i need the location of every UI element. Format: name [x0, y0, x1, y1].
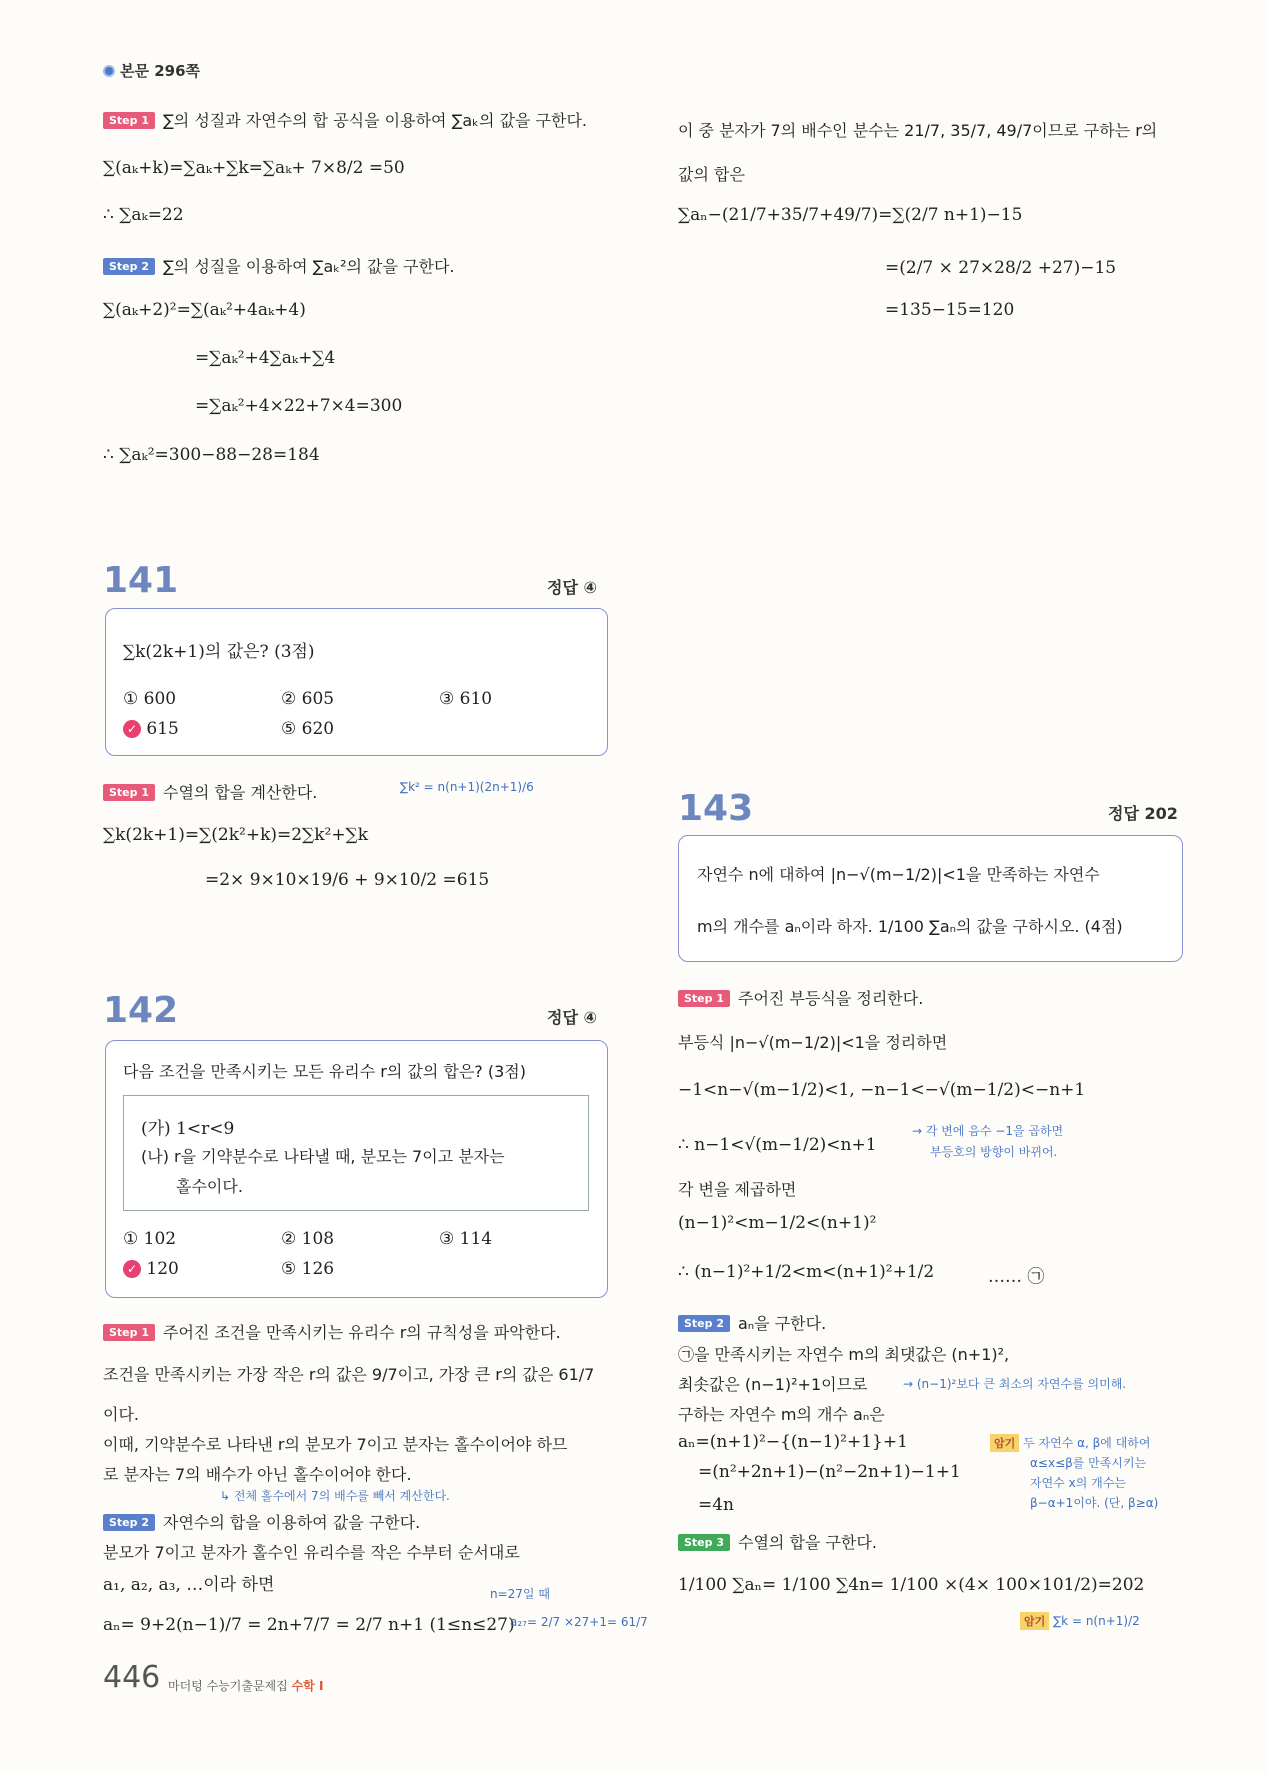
- problem-number: 143: [678, 788, 754, 829]
- tip-note: 암기 ∑k = n(n+1)/2: [1020, 1612, 1140, 1630]
- choice-5[interactable]: ⑤ 620: [281, 719, 335, 739]
- question-text: ∑k(2k+1)의 값은? (3점): [123, 642, 315, 662]
- math-line: ∑(aₖ+2)²=∑(aₖ²+4aₖ+4): [103, 300, 306, 320]
- text-line: 최솟값은 (n−1)²+1이므로: [678, 1375, 868, 1394]
- equation-tag: …… ㉠: [988, 1267, 1045, 1287]
- choice-3[interactable]: ③ 114: [439, 1229, 493, 1249]
- choice-1[interactable]: ① 600: [123, 689, 177, 709]
- answer-label: 정답 ④: [547, 1008, 598, 1027]
- choice-2[interactable]: ② 605: [281, 689, 335, 709]
- condition-box: [123, 1095, 589, 1211]
- step2-heading: Step 2 ∑의 성질을 이용하여 ∑aₖ²의 값을 구한다.: [103, 254, 455, 277]
- book-title: 마더텅 수능기출문제집 수학 I: [168, 1679, 324, 1693]
- question-box: [678, 835, 1183, 962]
- annotation-note: ↳ 전체 홀수에서 7의 배수를 빼서 계산한다.: [220, 1489, 450, 1503]
- text-line: 로 분자는 7의 배수가 아닌 홀수이어야 한다.: [103, 1465, 412, 1484]
- bullet-icon: [103, 65, 115, 77]
- tip-note: α≤x≤β를 만족시키는: [1030, 1456, 1147, 1470]
- math-line: (n−1)²<m−1/2<(n+1)²: [678, 1213, 877, 1233]
- step1-heading: Step 1 수열의 합을 계산한다.: [103, 780, 317, 803]
- choice-5[interactable]: ⑤ 126: [281, 1259, 335, 1279]
- step-badge: Step 2: [103, 1514, 155, 1531]
- step2-heading: Step 2 aₙ을 구한다.: [678, 1311, 826, 1334]
- step3-heading: Step 3 수열의 합을 구한다.: [678, 1530, 877, 1553]
- math-line: =∑aₖ²+4∑aₖ+∑4: [195, 348, 336, 368]
- question-text-cont: m의 개수를 aₙ이라 하자. 1/100 ∑aₙ의 값을 구하시오. (4점): [697, 917, 1123, 936]
- annotation-note: a₂₇= 2/7 ×27+1= 61/7: [510, 1615, 648, 1629]
- annotation-note: → 각 변에 음수 −1을 곱하면: [912, 1124, 1064, 1138]
- annotation-note: ∑k² = n(n+1)(2n+1)/6: [400, 780, 534, 794]
- choice-4[interactable]: ✓ 615: [123, 719, 179, 739]
- annotation-note: n=27일 때: [490, 1587, 550, 1601]
- step-badge: Step 3: [678, 1534, 730, 1551]
- page-reference: 본문 296쪽: [103, 60, 200, 81]
- math-line: ∴ n−1<√(m−1/2)<n+1: [678, 1135, 877, 1155]
- math-line: a₁, a₂, a₃, …이라 하면: [103, 1575, 275, 1595]
- choice-3[interactable]: ③ 610: [439, 689, 493, 709]
- text-line: 구하는 자연수 m의 개수 aₙ은: [678, 1405, 885, 1424]
- text-line: ㉠을 만족시키는 자연수 m의 최댓값은 (n+1)²,: [678, 1345, 1010, 1364]
- math-line: aₙ=(n+1)²−{(n−1)²+1}+1: [678, 1432, 908, 1452]
- text-line: 이 중 분자가 7의 배수인 분수는 21/7, 35/7, 49/7이므로 구하는 r의: [678, 121, 1158, 140]
- math-line: ∑(aₖ+k)=∑aₖ+∑k=∑aₖ+ 7×8/2 =50: [103, 158, 405, 178]
- tip-badge: 암기: [1020, 1612, 1049, 1630]
- math-line: =∑aₖ²+4×22+7×4=300: [195, 396, 403, 416]
- math-line: ∑aₙ−(21/7+35/7+49/7)=∑(2/7 n+1)−15: [678, 205, 1023, 225]
- step1-heading: Step 1 ∑의 성질과 자연수의 합 공식을 이용하여 ∑aₖ의 값을 구한다.: [103, 108, 587, 131]
- condition-1: (가) 1<r<9: [141, 1119, 235, 1139]
- math-line: ∴ ∑aₖ=22: [103, 205, 184, 225]
- step2-heading: Step 2 자연수의 합을 이용하여 값을 구한다.: [103, 1510, 420, 1533]
- problem-number: 142: [103, 990, 179, 1031]
- text-line: 이다.: [103, 1405, 139, 1424]
- text-line: 분모가 7이고 분자가 홀수인 유리수를 작은 수부터 순서대로: [103, 1543, 520, 1562]
- math-line: −1<n−√(m−1/2)<1, −n−1<−√(m−1/2)<−n+1: [678, 1080, 1086, 1100]
- annotation-note: 부등호의 방향이 바뀌어.: [930, 1145, 1058, 1159]
- choice-2[interactable]: ② 108: [281, 1229, 335, 1249]
- math-line: aₙ= 9+2(n−1)/7 = 2n+7/7 = 2/7 n+1 (1≤n≤27): [103, 1615, 515, 1635]
- question-box: [105, 1040, 608, 1298]
- math-line: 1/100 ∑aₙ= 1/100 ∑4n= 1/100 ×(4× 100×101/2)=202: [678, 1575, 1145, 1595]
- text-line: 값의 합은: [678, 165, 745, 184]
- answer-label: 정답 202: [1108, 804, 1178, 823]
- math-line: =(2/7 × 27×28/2 +27)−15: [885, 258, 1117, 278]
- condition-2: (나) r을 기약분수로 나타낼 때, 분모는 7이고 분자는: [141, 1147, 505, 1166]
- math-line: =4n: [698, 1495, 735, 1515]
- question-text: 다음 조건을 만족시키는 모든 유리수 r의 값의 합은? (3점): [123, 1062, 526, 1081]
- math-line: =(n²+2n+1)−(n²−2n+1)−1+1: [698, 1462, 961, 1482]
- question-box: [105, 608, 608, 756]
- text-line: 이때, 기약분수로 나타낸 r의 분모가 7이고 분자는 홀수이어야 하므: [103, 1435, 568, 1454]
- step-badge: Step 1: [103, 1324, 155, 1341]
- answer-label: 정답 ④: [547, 578, 598, 597]
- step1-heading: Step 1 주어진 조건을 만족시키는 유리수 r의 규칙성을 파악한다.: [103, 1320, 561, 1343]
- choice-4[interactable]: ✓ 120: [123, 1259, 179, 1279]
- math-line: =2× 9×10×19/6 + 9×10/2 =615: [205, 870, 490, 890]
- page-number: 446: [103, 1660, 161, 1695]
- step-badge: Step 2: [103, 258, 155, 275]
- text-line: 부등식 |n−√(m−1/2)|<1을 정리하면: [678, 1033, 948, 1052]
- check-mark-icon: ✓: [123, 1260, 141, 1278]
- choice-1[interactable]: ① 102: [123, 1229, 177, 1249]
- text-line: 조건을 만족시키는 가장 작은 r의 값은 9/7이고, 가장 큰 r의 값은 61/7: [103, 1365, 595, 1384]
- condition-2-cont: 홀수이다.: [176, 1177, 243, 1196]
- question-text: 자연수 n에 대하여 |n−√(m−1/2)|<1을 만족하는 자연수: [697, 865, 1100, 884]
- math-line: ∑k(2k+1)=∑(2k²+k)=2∑k²+∑k: [103, 825, 368, 845]
- tip-note: 자연수 x의 개수는: [1030, 1476, 1126, 1490]
- tip-badge: 암기: [990, 1434, 1019, 1452]
- step1-heading: Step 1 주어진 부등식을 정리한다.: [678, 986, 923, 1009]
- math-line: =135−15=120: [885, 300, 1015, 320]
- problem-number: 141: [103, 560, 179, 601]
- annotation-note: → (n−1)²보다 큰 최소의 자연수를 의미해.: [903, 1377, 1127, 1391]
- step-badge: Step 2: [678, 1315, 730, 1332]
- math-line: ∴ ∑aₖ²=300−88−28=184: [103, 445, 320, 465]
- text-line: 각 변을 제곱하면: [678, 1180, 797, 1199]
- check-mark-icon: ✓: [123, 720, 141, 738]
- tip-note: 암기 두 자연수 α, β에 대하여: [990, 1434, 1150, 1452]
- math-line: ∴ (n−1)²+1/2<m<(n+1)²+1/2: [678, 1262, 935, 1282]
- tip-note: β−α+1이야. (단, β≥α): [1030, 1496, 1159, 1510]
- step-badge: Step 1: [103, 112, 155, 129]
- step-badge: Step 1: [678, 990, 730, 1007]
- step-badge: Step 1: [103, 784, 155, 801]
